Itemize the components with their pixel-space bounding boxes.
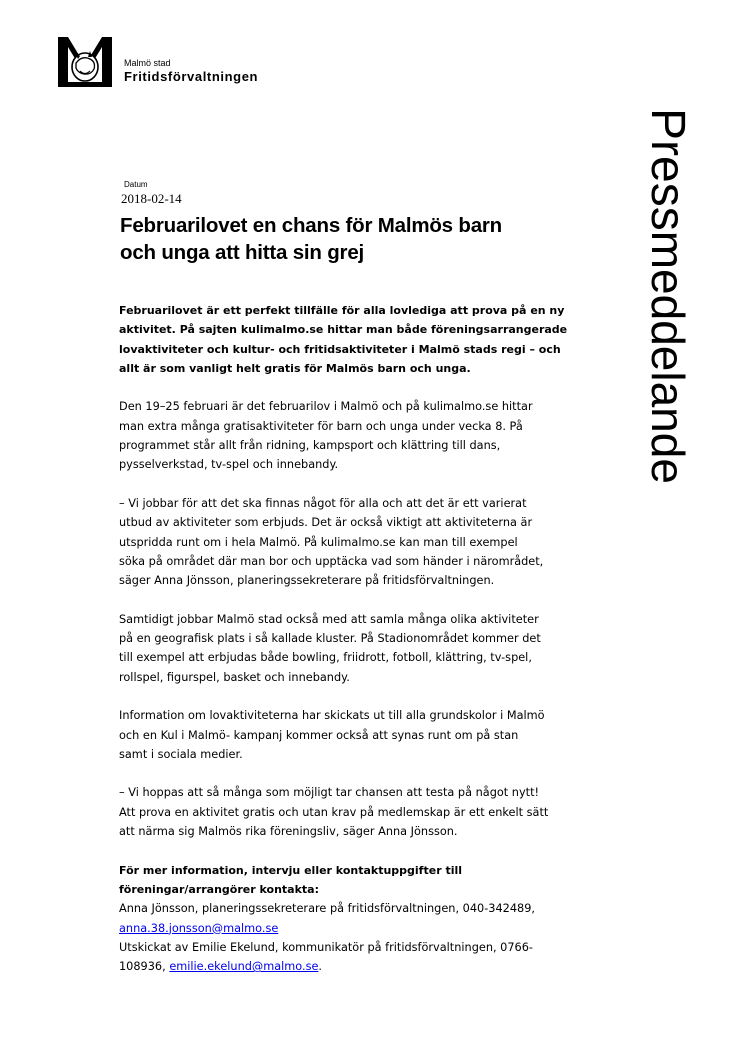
body-line: Samtidigt jobbar Malmö stad också med att samla många olika aktiviteter bbox=[119, 612, 539, 626]
org-city: Malmö stad bbox=[124, 58, 171, 68]
body-line: man extra många gratisaktiviteter för barn och unga under vecka 8. På bbox=[119, 419, 523, 433]
side-label-rest: meddelande bbox=[642, 230, 694, 484]
body-line: – Vi hoppas att så många som möjligt tar chansen att testa på något nytt! bbox=[119, 786, 540, 800]
body-line: rollspel, figurspel, basket och innebandy. bbox=[119, 670, 350, 684]
org-department: Fritidsförvaltningen bbox=[124, 69, 259, 84]
body-line: söka på området där man bor och upptäcka vad som händer i närområdet, bbox=[119, 554, 544, 568]
side-label-pressmeddelande bbox=[600, 108, 696, 548]
lead-line: allt är som vanligt helt gratis för Malmös barn och unga. bbox=[119, 361, 471, 375]
contact-suffix: . bbox=[318, 960, 322, 974]
body-line: till exempel att erbjudas både bowling, friidrott, fotboll, klättring, tv-spel, bbox=[119, 651, 532, 665]
contact-email-link-2[interactable]: emilie.ekelund@malmo.se bbox=[169, 960, 319, 974]
body-paragraph bbox=[119, 610, 589, 687]
body-line: och en Kul i Malmö- kampanj kommer också att synas runt om på stan bbox=[119, 728, 519, 742]
article-body bbox=[119, 301, 589, 976]
body-line: samt i sociala medier. bbox=[119, 747, 243, 761]
page-title bbox=[120, 212, 560, 266]
side-label-first: Press bbox=[641, 108, 694, 231]
body-line: pysselverkstad, tv-spel och innebandy. bbox=[119, 458, 339, 472]
body-line: utbud av aktiviteter som erbjuds. Det är också viktigt att aktiviteterna är bbox=[119, 516, 533, 530]
lead-line: Februarilovet är ett perfekt tillfälle för alla lovlediga att prova på en ny bbox=[119, 304, 565, 317]
body-line: – Vi jobbar för att det ska finnas något för alla och att det är ett varierat bbox=[119, 496, 527, 510]
body-paragraph bbox=[119, 783, 589, 841]
contact-heading: föreningar/arrangörer kontakta: bbox=[119, 882, 319, 896]
body-paragraph bbox=[119, 397, 589, 474]
body-paragraph bbox=[119, 706, 589, 764]
svg-text:Pressmeddelande bbox=[641, 108, 694, 484]
contact-heading: För mer information, intervju eller kontaktuppgifter till bbox=[119, 863, 463, 877]
body-line: säger Anna Jönsson, planeringssekreterare på fritidsförvaltningen. bbox=[119, 574, 495, 588]
contact-email-link-1[interactable]: anna.38.jonsson@malmo.se bbox=[119, 921, 279, 935]
contact-phone-2: 108936, bbox=[119, 960, 166, 974]
malmo-griffin-logo-icon bbox=[58, 35, 112, 89]
date-label: Datum bbox=[124, 180, 148, 189]
body-line: att närma sig Malmös rika föreningsliv, säger Anna Jönsson. bbox=[119, 825, 458, 839]
lead-line: lovaktiviteter och kultur- och fritidsaktiviteter i Malmö stads regi – och bbox=[119, 342, 561, 356]
lead-line: aktivitet. På sajten kulimalmo.se hittar man både föreningsarrangerade bbox=[119, 323, 568, 337]
title-line: och unga att hitta sin grej bbox=[120, 241, 365, 264]
title-line: Februarilovet en chans för Malmös barn bbox=[120, 214, 502, 237]
organization-header bbox=[124, 58, 258, 85]
body-line: Den 19–25 februari är det februarilov i Malmö och på kulimalmo.se hittar bbox=[119, 400, 533, 414]
body-line: Information om lovaktiviteterna har skickats ut till alla grundskolor i Malmö bbox=[119, 709, 545, 723]
contact-person-1: Anna Jönsson, planeringssekreterare på fritidsförvaltningen, 040-342489, bbox=[119, 902, 535, 916]
lead-paragraph bbox=[119, 301, 589, 378]
body-line: programmet står allt från ridning, kampsport och klättring till dans, bbox=[119, 439, 501, 453]
contact-person-2: Utskickat av Emilie Ekelund, kommunikatör på fritidsförvaltningen, 0766- bbox=[119, 940, 533, 954]
body-paragraph bbox=[119, 494, 589, 590]
body-line: utspridda runt om i hela Malmö. På kulimalmo.se kan man till exempel bbox=[119, 535, 518, 549]
contact-section bbox=[119, 861, 589, 977]
body-line: på en geografisk plats i så kallade kluster. På Stadionområdet kommer det bbox=[119, 632, 541, 646]
body-line: Att prova en aktivitet gratis och utan krav på medlemskap är ett enkelt sätt bbox=[119, 805, 549, 819]
date-value: 2018-02-14 bbox=[121, 191, 182, 206]
